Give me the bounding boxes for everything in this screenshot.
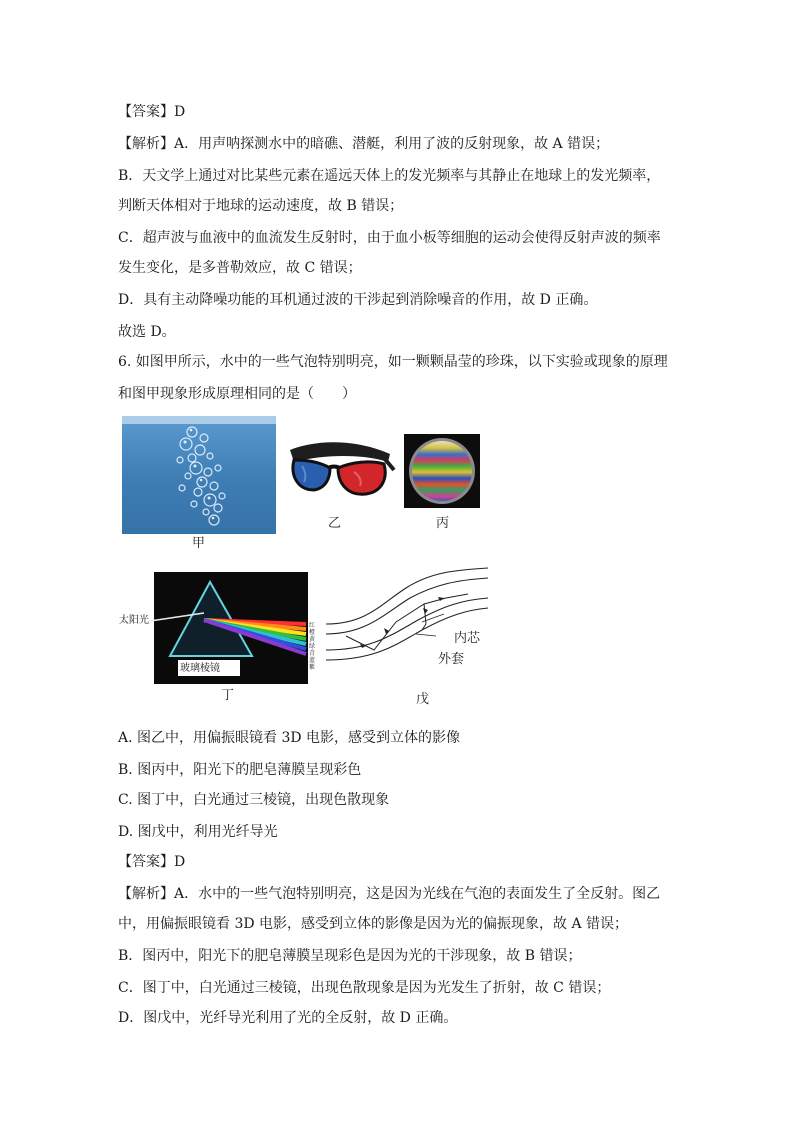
spectrum-labels [309, 622, 319, 671]
option-a: A. 图乙中，用偏振眼镜看 3D 电影，感受到立体的影像 [118, 730, 461, 746]
analysis-line: D．图戊中，光纤导光利用了光的全反射，故 D 正确。 [118, 1010, 458, 1026]
label-core: 内芯 [454, 631, 481, 646]
caption-bing: 丙 [436, 516, 450, 531]
spectrum-label: 橙 [309, 629, 316, 636]
answer-label-6: 【答案】D [118, 854, 186, 870]
analysis-line: 【解析】A．用声呐探测水中的暗礁、潜艇，利用了波的反射现象，故 A 错误； [118, 136, 610, 152]
option-d: D. 图戊中，利用光纤导光 [118, 824, 278, 840]
analysis-line: B．图丙中，阳光下的肥皂薄膜呈现彩色是因为光的干涉现象，故 B 错误； [118, 948, 582, 964]
analysis-line: 发生变化，是多普勒效应，故 C 错误； [118, 260, 362, 276]
answer-label-1: 【答案】D [118, 104, 186, 120]
question-stem: 和图甲现象形成原理相同的是（ ） [118, 386, 356, 402]
spectrum-label: 青 [309, 650, 316, 657]
caption-ding: 丁 [221, 688, 235, 703]
figure-jia-bubbles [122, 416, 276, 534]
option-b: B. 图丙中，阳光下的肥皂薄膜呈现彩色 [118, 762, 362, 778]
spectrum-label: 蓝 [309, 657, 316, 664]
analysis-line: 故选 D。 [118, 324, 176, 340]
figure-bing-soap-film [404, 434, 480, 508]
caption-yi: 乙 [328, 516, 342, 531]
analysis-line: B．天文学上通过对比某些元素在遥远天体上的发光频率与其静止在地球上的发光频率， [118, 168, 661, 184]
analysis-line: D．具有主动降噪功能的耳机通过波的干涉起到消除噪音的作用，故 D 正确。 [118, 292, 598, 308]
option-c: C. 图丁中，白光通过三棱镜，出现色散现象 [118, 792, 390, 808]
spectrum-label: 红 [309, 622, 316, 629]
analysis-line: 判断天体相对于地球的运动速度，故 B 错误； [118, 198, 404, 214]
analysis-line: C．图丁中，白光通过三棱镜，出现色散现象是因为光发生了折射，故 C 错误； [118, 980, 611, 996]
figure-yi-3d-glasses [284, 432, 396, 508]
spectrum-label: 绿 [309, 643, 316, 650]
analysis-line: 中，用偏振眼镜看 3D 电影，感受到立体的影像是因为光的偏振现象，故 A 错误； [118, 916, 629, 932]
figure-wu-optical-fiber [326, 564, 490, 688]
sunlight-ray [150, 610, 210, 626]
caption-jia: 甲 [192, 536, 206, 551]
caption-wu: 戊 [416, 692, 430, 707]
analysis-line: 【解析】A．水中的一些气泡特别明亮，这是因为光线在气泡的表面发生了全反射。图乙 [118, 886, 661, 902]
label-prism: 玻璃棱镜 [180, 663, 220, 674]
spectrum-label: 黄 [309, 636, 316, 643]
label-cladding: 外套 [438, 652, 465, 667]
label-sunlight: 太阳光 [119, 615, 149, 626]
question-stem: 6. 如图甲所示，水中的一些气泡特别明亮，如一颗颗晶莹的珍珠，以下实验或现象的原理 [118, 354, 668, 370]
analysis-line: C．超声波与血液中的血流发生反射时，由于血小板等细胞的运动会使得反射声波的频率 [118, 230, 661, 246]
spectrum-label: 紫 [309, 664, 316, 671]
figure-ding-prism [154, 572, 308, 684]
